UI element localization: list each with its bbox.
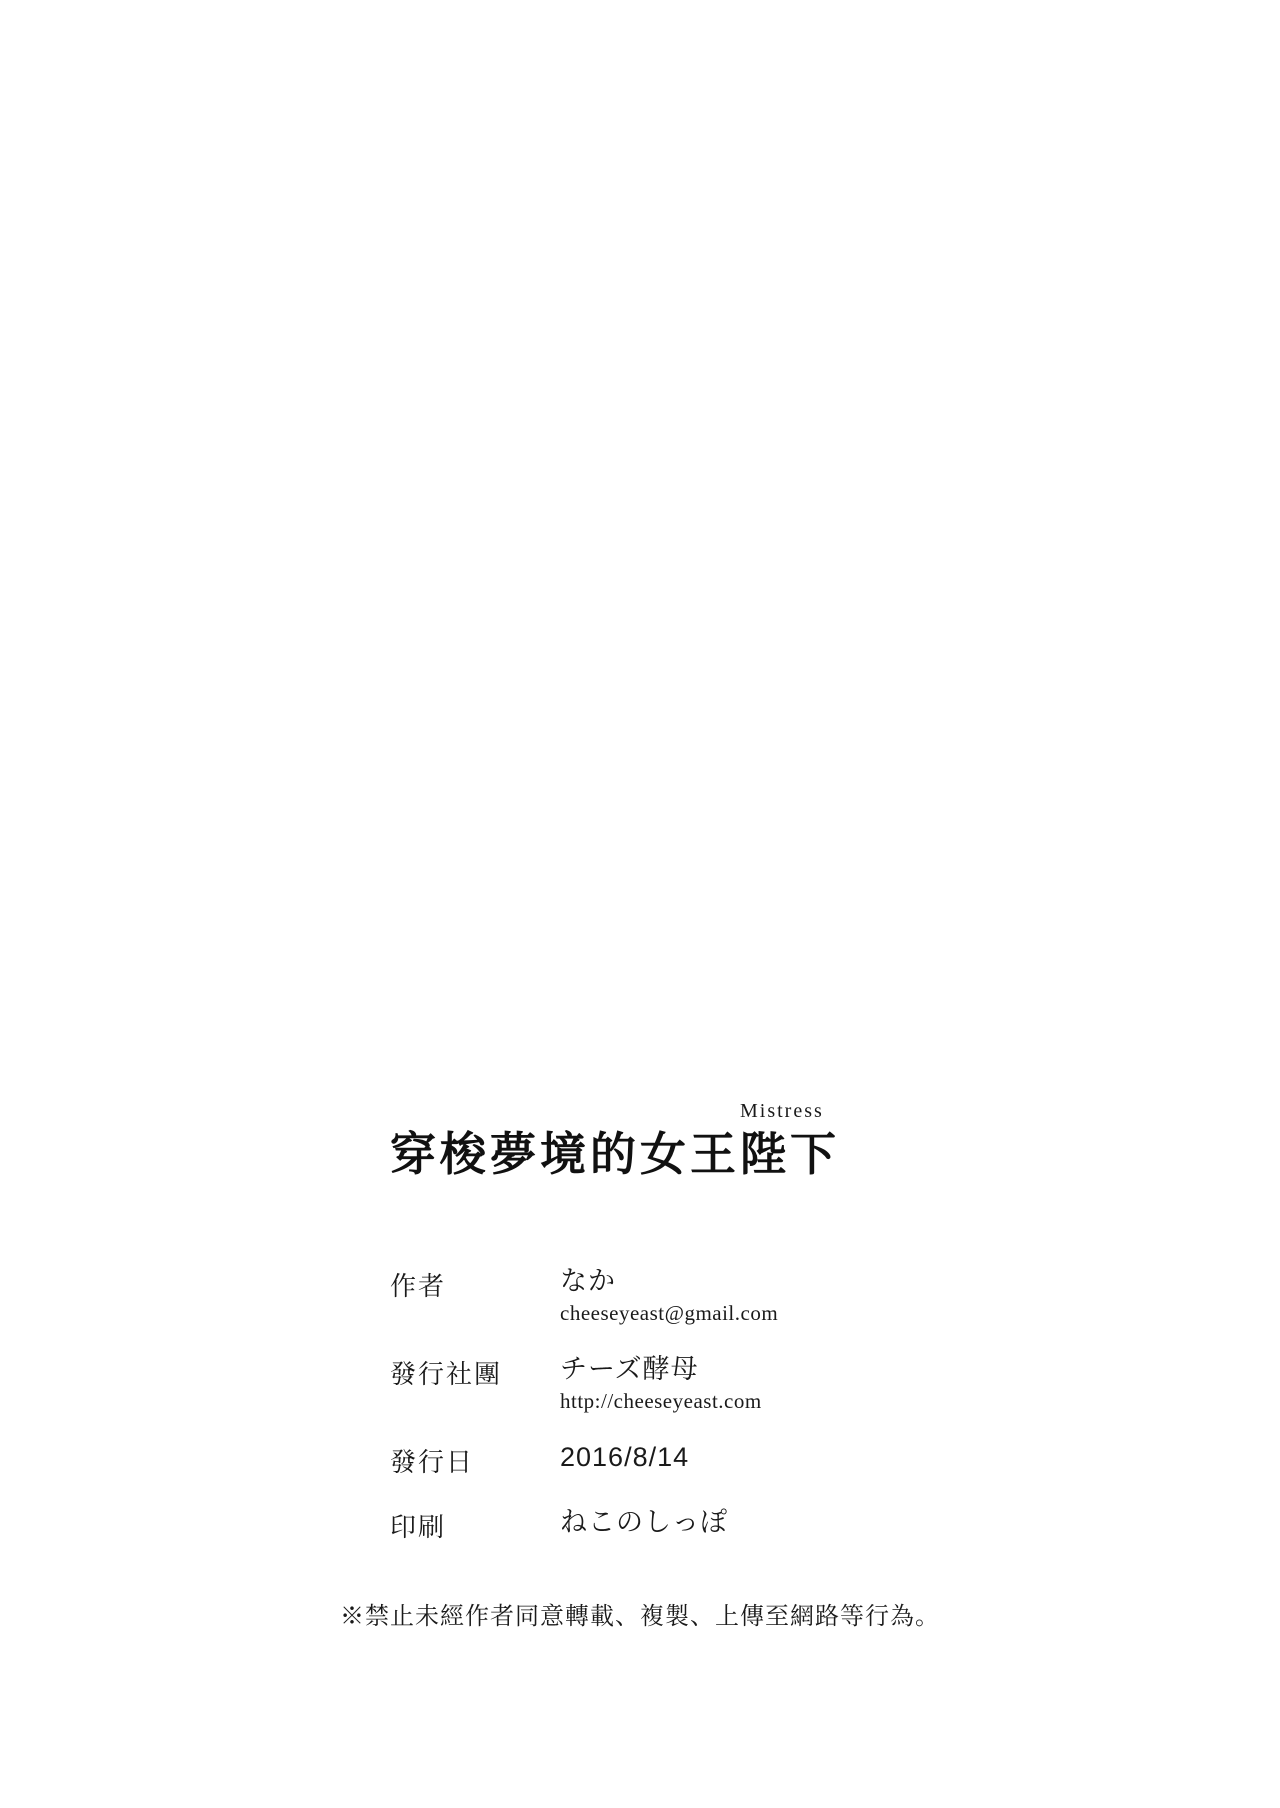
credit-value-release-date: 2016/8/14	[560, 1442, 690, 1473]
title-block	[390, 1100, 1010, 1196]
credit-values	[560, 1354, 762, 1414]
credit-row	[390, 1442, 1030, 1479]
credit-row	[390, 1354, 1030, 1414]
credit-value-printer: ねこのしっぽ	[560, 1507, 728, 1538]
credit-value-author: なか	[560, 1266, 616, 1296]
credit-values	[560, 1266, 778, 1326]
copyright-notice: ※禁止未經作者同意轉載、複製、上傳至網路等行為。	[340, 1603, 940, 1631]
credits-list	[390, 1266, 1030, 1544]
credit-row	[390, 1266, 1030, 1326]
credit-row	[390, 1507, 1030, 1544]
credit-values	[560, 1507, 728, 1538]
credit-values	[560, 1442, 689, 1473]
credit-value-circle: チーズ酵母	[560, 1354, 699, 1385]
title-ruby: Mistress	[740, 1100, 824, 1122]
credit-label-release-date: 發行日	[390, 1447, 475, 1478]
credit-label-printer: 印刷	[390, 1512, 447, 1543]
credit-label-circle: 發行社團	[390, 1359, 503, 1390]
credit-sub-author-email: cheeseyeast@gmail.com	[560, 1301, 779, 1326]
colophon-block	[0, 1100, 1280, 1631]
page-title: 穿梭夢境的女王陛下	[390, 1128, 840, 1180]
credit-label-author: 作者	[390, 1271, 447, 1301]
credit-sub-circle-url: http://cheeseyeast.com	[560, 1389, 762, 1414]
